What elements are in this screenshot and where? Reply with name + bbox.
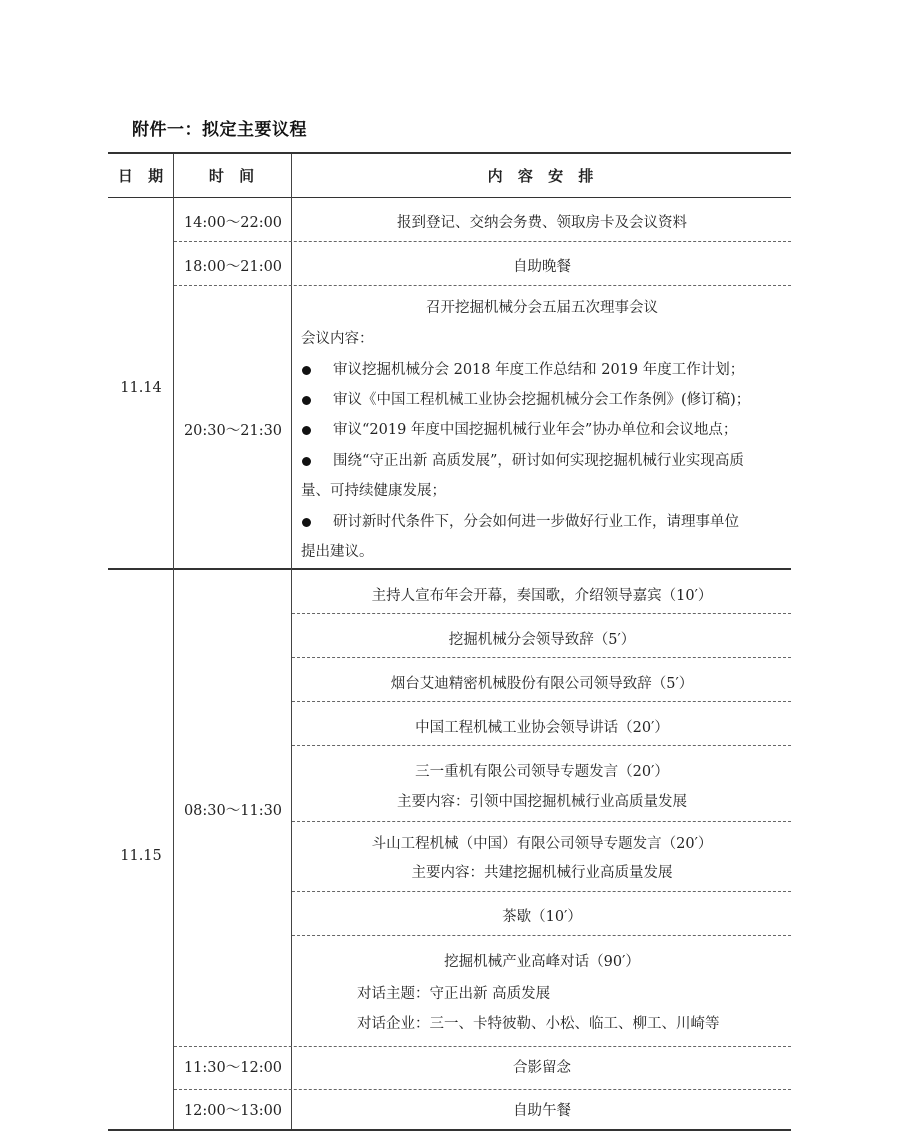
header-date: 日 期 xyxy=(117,167,169,185)
header-bottom-rule xyxy=(108,197,791,198)
row-divider xyxy=(292,657,791,658)
row-divider xyxy=(174,1089,791,1090)
content-cell: 报到登记、交纳会务费、领取房卡及会议资料 xyxy=(397,215,687,231)
bullet-continuation: 量、可持续健康发展； xyxy=(301,483,446,499)
bullet-dot xyxy=(302,518,311,527)
bullet-text: 研讨新时代条件下，分会如何进一步做好行业工作，请理事单位 xyxy=(333,514,739,530)
table-bottom-rule xyxy=(108,1129,791,1131)
time-cell: 20:30～21:30 xyxy=(183,423,283,439)
day-separator-rule xyxy=(108,568,791,570)
time-cell: 11:30～12:00 xyxy=(183,1060,283,1076)
row-divider xyxy=(292,891,791,892)
agenda-item: 茶歇（10′） xyxy=(502,909,582,925)
agenda-item-detail: 主要内容：共建挖掘机械行业高质量发展 xyxy=(411,865,673,881)
document-title: 附件一：拟定主要议程 xyxy=(132,120,307,140)
agenda-item-detail: 对话主题：守正出新 高质发展 xyxy=(357,986,551,1002)
bullet-dot xyxy=(302,426,311,435)
agenda-item: 三一重机有限公司领导专题发言（20′） xyxy=(415,764,669,780)
date-cell: 11.14 xyxy=(120,380,162,396)
column-divider-time xyxy=(291,154,292,1129)
header-content: 内 容 安 排 xyxy=(487,167,599,185)
content-cell: 自助午餐 xyxy=(513,1103,571,1119)
bullet-text: 审议《中国工程机械工业协会挖掘机械分会工作条例》(修订稿)； xyxy=(333,392,751,408)
row-divider xyxy=(292,821,791,822)
agenda-item-detail: 主要内容：引领中国挖掘机械行业高质量发展 xyxy=(397,794,687,810)
bullet-text: 围绕“守正出新 高质发展”，研讨如何实现挖掘机械行业实现高质 xyxy=(333,453,744,469)
time-cell: 12:00～13:00 xyxy=(183,1103,283,1119)
bullet-text: 审议挖掘机械分会 2018 年度工作总结和 2019 年度工作计划； xyxy=(333,362,745,378)
header-time: 时 间 xyxy=(208,167,260,185)
agenda-item: 中国工程机械工业协会领导讲话（20′） xyxy=(415,720,669,736)
meeting-heading: 召开挖掘机械分会五届五次理事会议 xyxy=(426,300,658,316)
time-cell: 18:00～21:00 xyxy=(183,259,283,275)
row-divider xyxy=(292,613,791,614)
bullet-continuation: 提出建议。 xyxy=(301,544,374,560)
agenda-item: 挖掘机械分会领导致辞（5′） xyxy=(448,632,636,648)
content-cell: 合影留念 xyxy=(513,1060,571,1076)
bullet-dot xyxy=(302,457,311,466)
row-divider xyxy=(292,745,791,746)
agenda-item: 挖掘机械产业高峰对话（90′） xyxy=(444,954,640,970)
row-divider xyxy=(292,935,791,936)
bullet-text: 审议“2019 年度中国挖掘机械行业年会”协办单位和会议地点； xyxy=(333,422,738,438)
meeting-intro: 会议内容： xyxy=(301,331,374,347)
row-divider xyxy=(174,241,791,242)
column-divider-date xyxy=(173,154,174,1129)
date-cell: 11.15 xyxy=(120,848,162,864)
row-divider xyxy=(292,701,791,702)
content-cell: 自助晚餐 xyxy=(513,259,571,275)
agenda-item: 主持人宣布年会开幕，奏国歌，介绍领导嘉宾（10′） xyxy=(371,588,713,604)
table-top-rule xyxy=(108,152,791,154)
bullet-dot xyxy=(302,396,311,405)
agenda-item: 烟台艾迪精密机械股份有限公司领导致辞（5′） xyxy=(390,676,694,692)
time-cell: 14:00～22:00 xyxy=(183,215,283,231)
row-divider xyxy=(174,285,791,286)
row-divider xyxy=(174,1046,791,1047)
bullet-dot xyxy=(302,366,311,375)
agenda-item: 斗山工程机械（中国）有限公司领导专题发言（20′） xyxy=(371,836,713,852)
time-cell: 08:30～11:30 xyxy=(183,803,283,819)
agenda-item-detail: 对话企业：三一、卡特彼勒、小松、临工、柳工、川崎等 xyxy=(357,1016,720,1032)
